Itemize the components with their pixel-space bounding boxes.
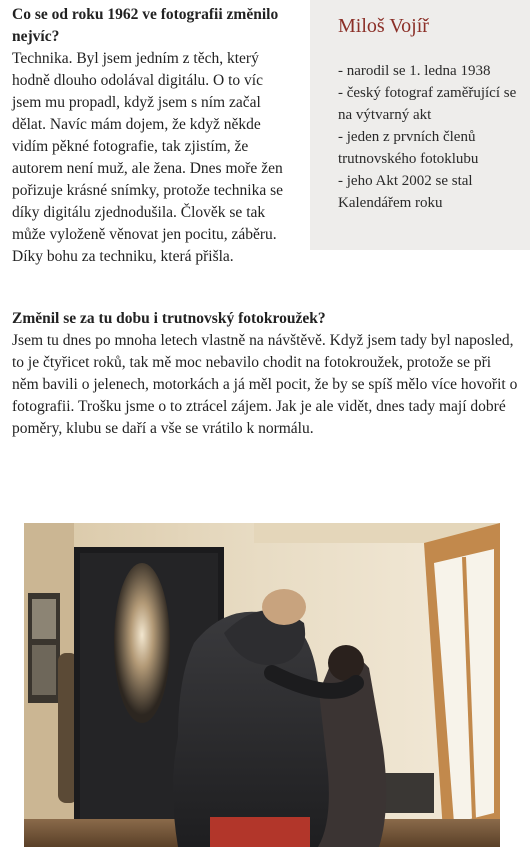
answer-2: Jsem tu dnes po mnoha letech vlastně na návštěvě. Když jsem tady byl naposled, to je čtyřicet roků, tak mě moc nebavilo chodit na fotokroužek, protože se při něm bavili o jelenech, motorkách a já měl pocit, že by se spíš mělo více hovořit o fotografii. Trošku jsme o to ztrácel zájem. Jak je ale vidět, dnes tady mají dobré poměry, klubu se daří a vše se vrátilo k normálu. <box>12 332 518 437</box>
profile-box <box>310 0 530 250</box>
profile-name: Miloš Vojíř <box>338 15 429 37</box>
question-2: Změnil se za tu dobu i trutnovský fotokroužek? <box>12 310 326 327</box>
section-spacer <box>12 268 520 308</box>
article <box>12 0 520 440</box>
answer-1: Technika. Byl jsem jedním z těch, který hodně dlouho odolával digitálu. O to víc jsem mu propadl, když jsem s ním začal dělat. Navíc mám dojem, že když někde vidím pěkné fotografie, tak zjistím, že autorem není muž, ale žena. Dnes moře žen pořizuje krásné snímky, protože technika se díky digitálu zjednodušila. Člověk se tak může vyloženě věnovat jen pocitu, záběru. Díky bohu za techniku, která přišla. <box>12 50 284 265</box>
exhibition-photo-illustration <box>24 523 500 847</box>
exhibition-photo <box>24 523 500 847</box>
question-1: Co se od roku 1962 ve fotografii změnilo nejvíc? <box>12 6 279 45</box>
profile-fact: - narodil se 1. ledna 1938 <box>338 63 491 79</box>
profile-fact: - český fotograf zaměřující se na výtvarný akt <box>338 85 517 123</box>
profile-fact: - jeho Akt 2002 se stal Kalendářem roku <box>338 173 473 211</box>
profile-fact: - jeden z prvních členů trutnovského fotoklubu <box>338 129 479 167</box>
